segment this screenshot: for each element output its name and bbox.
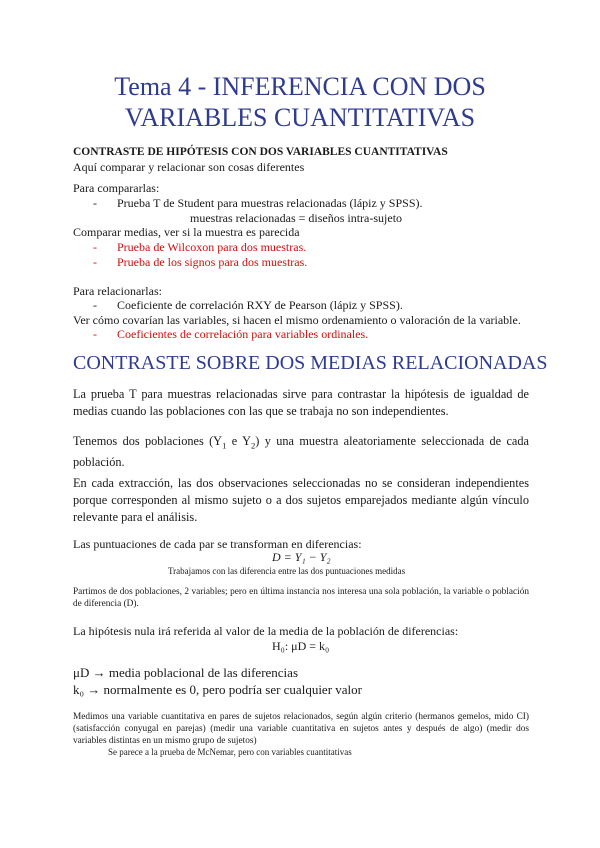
- formula-note: Trabajamos con las diferencia entre las dos puntuaciones medidas: [168, 566, 406, 576]
- compare-item-text: Prueba T de Student para muestras relacionadas (lápiz y SPSS).: [117, 196, 423, 210]
- compare-item-ttest: [73, 196, 423, 211]
- section1-heading: CONTRASTE DE HIPÓTESIS CON DOS VARIABLES CUANTITATIVAS: [73, 146, 448, 158]
- relate-covariance: Ver cómo covarían las variables, si hacen el mismo ordenamiento o valoración de la variable.: [73, 313, 521, 327]
- paragraph-populations-note: Partimos de dos poblaciones, 2 variables; pero en última instancia nos interesa una sola población, la variable o población de diferencia (D).: [73, 587, 529, 609]
- p2-text-c: ) y una muestra aleatoriamente seleccionada de cada población.: [73, 434, 530, 470]
- bullet-dash: -: [93, 240, 97, 254]
- compare-item-text: Prueba de los signos para dos muestras.: [117, 255, 308, 269]
- formula-d: D = Y₁ − Y₂: [272, 550, 331, 564]
- paragraph-measurement-examples: Medimos una variable cuantitativa en pares de sujetos relacionados, según algún criterio (hermanos gemelos, mido CI) (satisfacción conyugal en parejas) (medir una variable cuantitativa en sujetos antes y después de algo) (medir dos variables distintas en un mismo grupo de sujetos): [73, 712, 529, 746]
- mu-definition: μD → media poblacional de las diferencias: [73, 665, 298, 680]
- relate-item-pearson: [73, 298, 403, 313]
- bullet-dash: -: [93, 298, 97, 312]
- section1-subtitle: Aquí comparar y relacionar son cosas diferentes: [73, 160, 305, 174]
- compare-note: muestras relacionadas = diseños intra-sujeto: [190, 211, 403, 225]
- relate-item-text: Coeficientes de correlación para variables ordinales.: [117, 327, 369, 341]
- bullet-dash: -: [93, 327, 97, 341]
- p2-sub-2: 2: [250, 440, 256, 451]
- compare-means: Comparar medias, ver si la muestra es parecida: [73, 225, 300, 239]
- p2-sub-1: 1: [222, 440, 227, 451]
- paragraph-differences: Las puntuaciones de cada par se transforman en diferencias:: [73, 537, 362, 551]
- paragraph-ttest-purpose: La prueba T para muestras relacionadas sirve para contrastar la hipótesis de igualdad de medias cuando las poblaciones con las que se trabaja no son independientes.: [73, 387, 529, 418]
- paragraph-extraction: En cada extracción, las dos observaciones seleccionadas no se consideran independientes porque corresponden al mismo sujeto o a dos sujetos emparejados mediante algún vínculo relevante para el análisis.: [73, 476, 529, 524]
- compare-label: Para compararlas:: [73, 181, 160, 195]
- p2-text-b: e Y: [226, 434, 251, 448]
- bullet-dash: -: [93, 255, 97, 269]
- relate-label: Para relacionarlas:: [73, 284, 162, 298]
- p2-text-a: Tenemos dos poblaciones (Y: [73, 434, 223, 448]
- section2-heading: CONTRASTE SOBRE DOS MEDIAS RELACIONADAS: [73, 352, 548, 374]
- bullet-dash: -: [93, 196, 97, 210]
- null-hypothesis-formula: H₀: μD = k₀: [272, 639, 330, 653]
- paragraph-null-hypothesis: La hipótesis nula irá referida al valor de la media de la población de diferencias:: [73, 624, 459, 638]
- page-title-line2: VARIABLES CUANTITATIVAS: [124, 103, 476, 132]
- compare-item-wilcoxon: [73, 240, 306, 255]
- paragraph-two-populations: [73, 433, 529, 471]
- relate-item-text: Coeficiente de correlación RXY de Pearson (lápiz y SPSS).: [117, 298, 403, 312]
- paragraph-mcnemar: Se parece a la prueba de McNemar, pero con variables cuantitativas: [108, 747, 352, 757]
- page-title-line1: Tema 4 - INFERENCIA CON DOS: [114, 72, 486, 101]
- compare-item-text: Prueba de Wilcoxon para dos muestras.: [117, 240, 307, 254]
- k-definition: k₀ → normalmente es 0, pero podría ser cualquier valor: [73, 682, 362, 697]
- relate-item-ordinal: [73, 327, 368, 342]
- compare-item-signs: [73, 255, 307, 270]
